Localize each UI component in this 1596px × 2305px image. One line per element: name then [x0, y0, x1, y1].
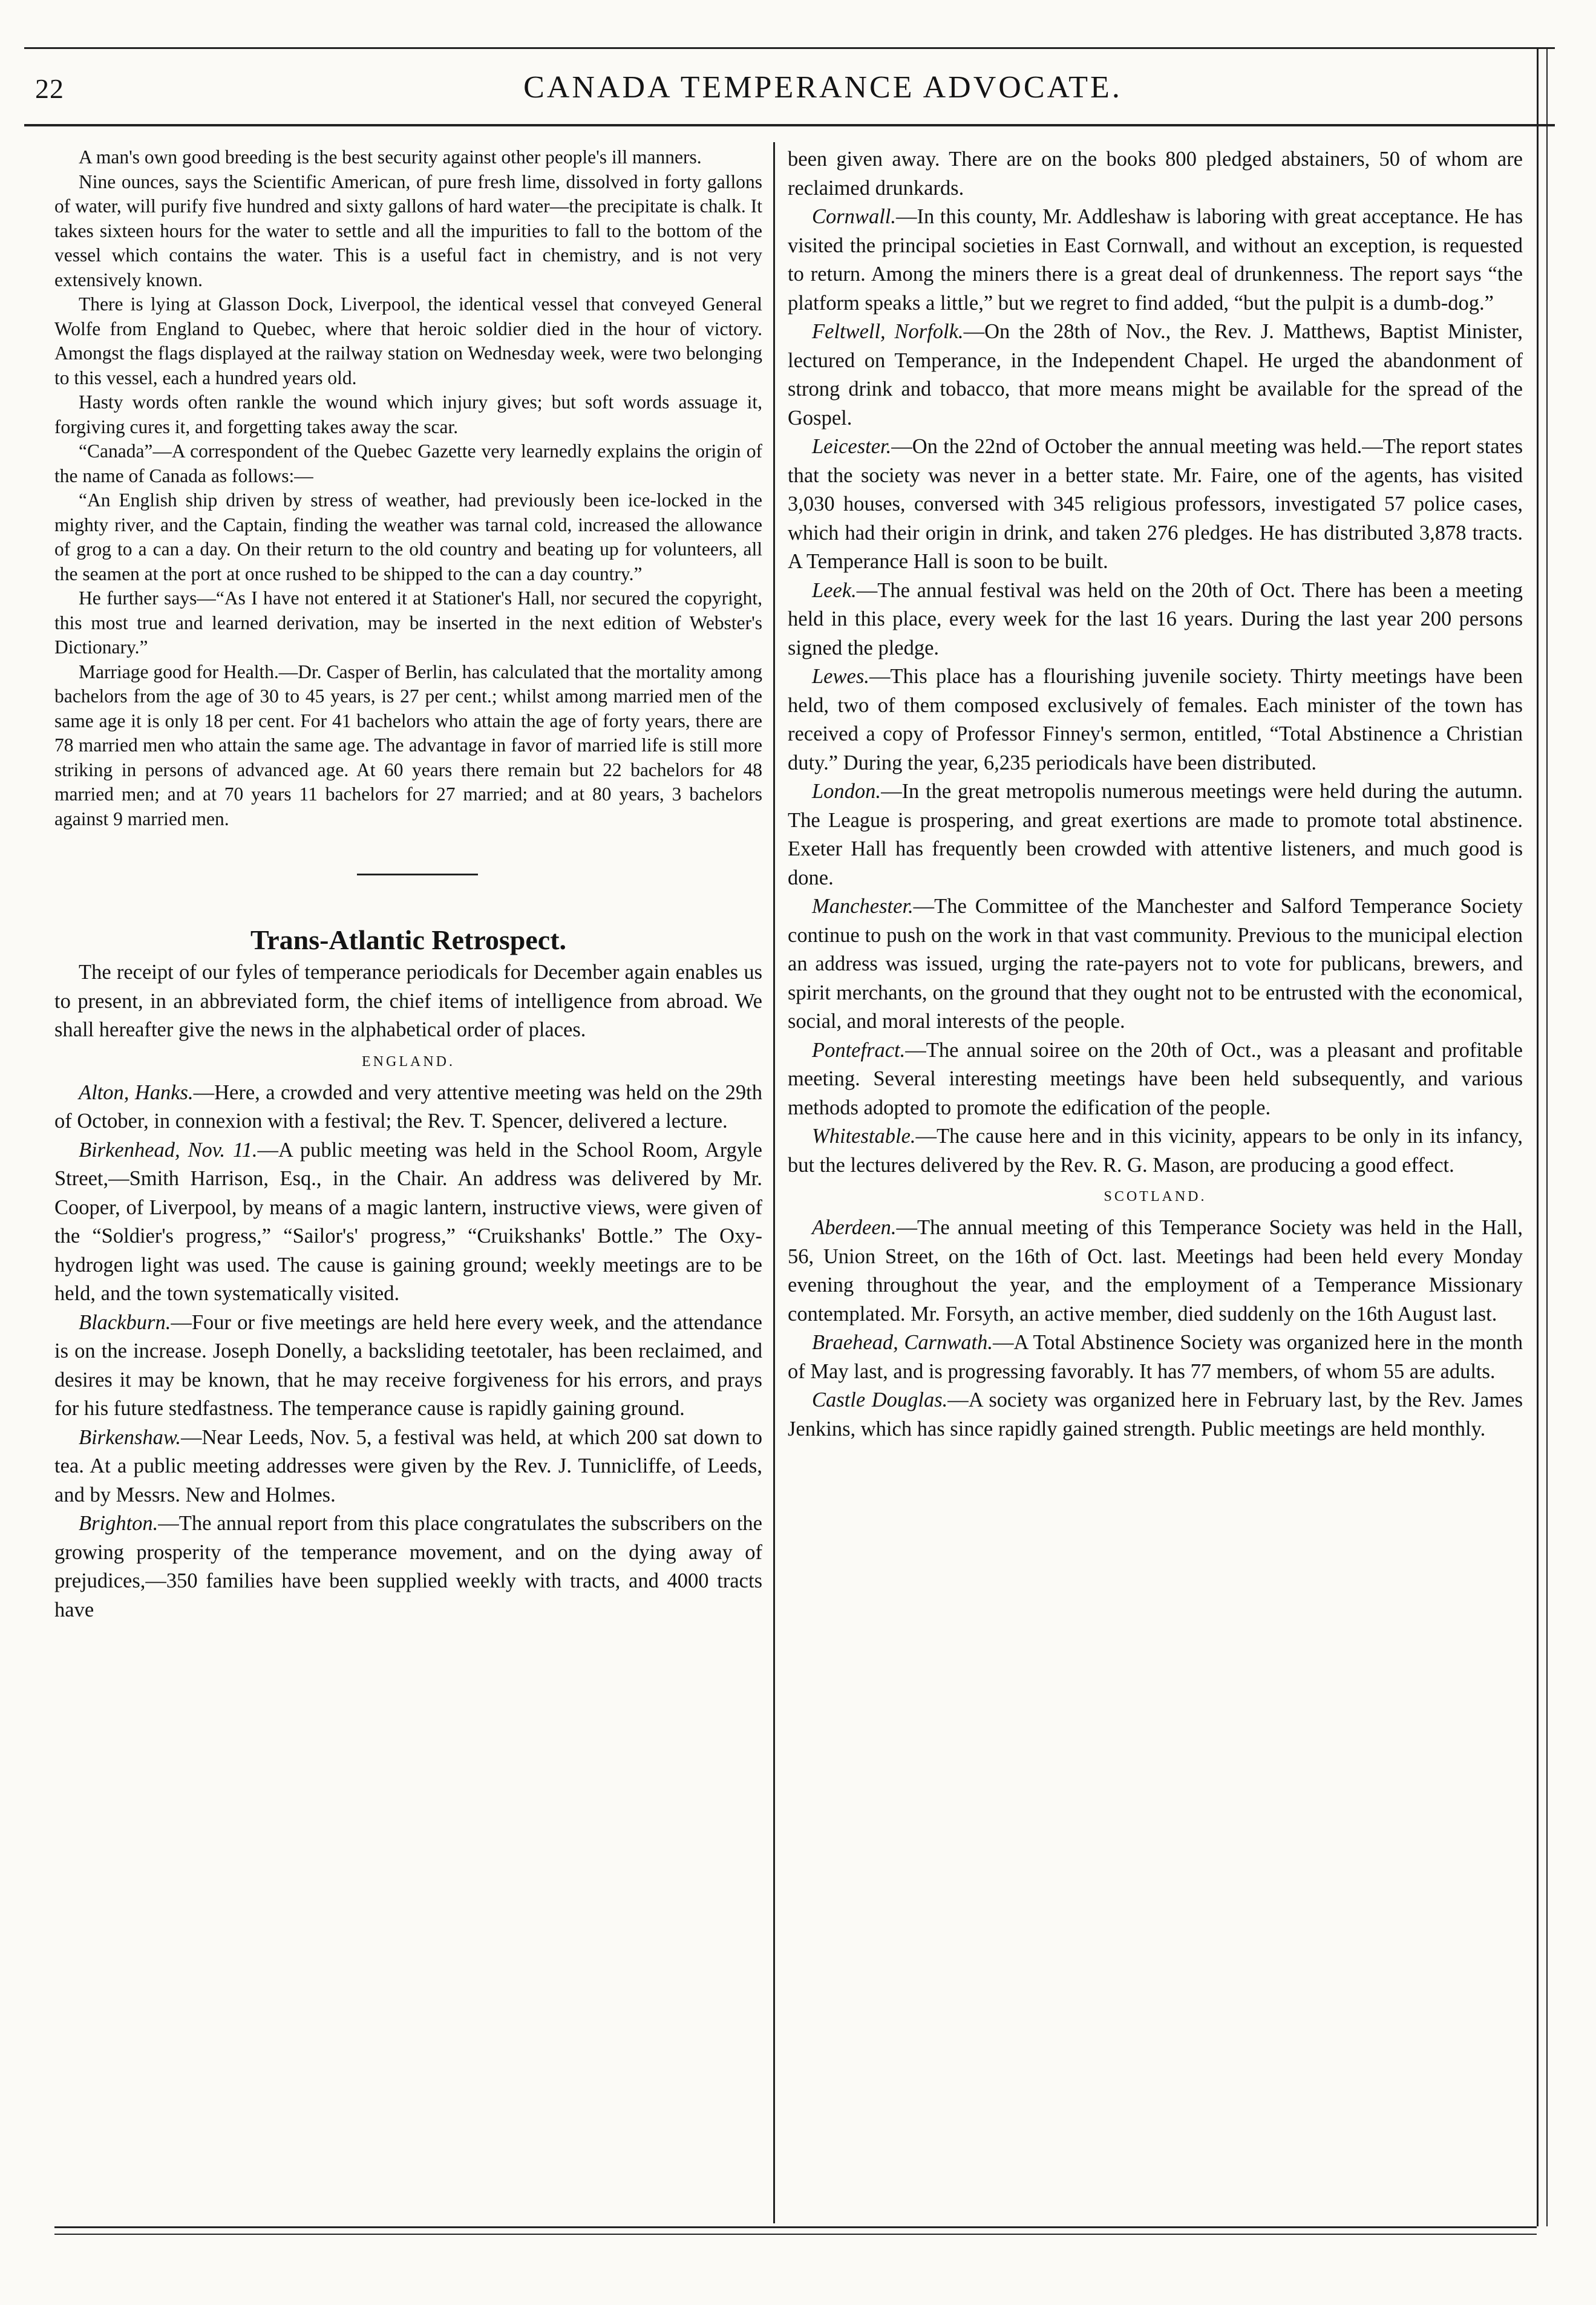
- entry-text: —A society was organized here in February last, by the Rev. James Jenkins, which has since rapidly gained strength. Public meetings are held monthly.: [788, 1388, 1523, 1440]
- region-heading-england: ENGLAND.: [362, 1053, 455, 1070]
- news-entry: [788, 662, 1523, 777]
- place-name: Cornwall.: [812, 205, 896, 228]
- news-entry: [788, 1036, 1523, 1123]
- paragraph: He further says—“As I have not entered it at Stationer's Hall, nor secured the copyright, this most true and learned derivation, may be inserted in the next edition of Webster's Dictionary.”: [54, 587, 762, 658]
- place-name: Feltwell, Norfolk.: [812, 320, 964, 343]
- top-border-rule: [24, 47, 1555, 49]
- entry-text: —On the 28th of Nov., the Rev. J. Matthews, Baptist Minister, lectured on Temperance, in the Independent Chapel. He urged the abandonment of strong drink and tobacco, that more means might be available for the spread of the Gospel.: [788, 320, 1523, 430]
- miscellany-section: [54, 145, 762, 831]
- news-entry: [54, 1509, 762, 1624]
- right-column: [788, 145, 1523, 1443]
- entry-text: —On the 22nd of October the annual meeting was held.—The report states that the society was never in a better state. Mr. Faire, one of the agents, has visited 3,030 houses, conversed with 345 religious professors, investigated 57 police cases, which had their origin in drink, and taken 276 pledges. He has distributed 3,878 tracts. A Temperance Hall is soon to be built.: [788, 435, 1523, 573]
- place-name: Lewes.: [812, 665, 869, 688]
- continuation-paragraph: been given away. There are on the books 800 pledged abstainers, 50 of whom are reclaimed drunkards.: [788, 148, 1523, 200]
- place-name: Pontefract.: [812, 1038, 906, 1062]
- entry-text: —In this county, Mr. Addleshaw is laboring with great acceptance. He has visited the principal societies in East Cornwall, and without an exception, is requested to return. Among the miners there is a great deal of drunkenness. The report says “the platform speaks a little,” but we regret to find added, “but the pulpit is a dumb-dog.”: [788, 205, 1523, 315]
- place-name: Whitestable.: [812, 1125, 916, 1148]
- paragraph: There is lying at Glasson Dock, Liverpool, the identical vessel that conveyed General Wolfe from England to Quebec, where that heroic soldier died in the hour of victory. Amongst the flags displayed at the railway station on Wednesday week, were two belonging to this vessel, each a hundred years old.: [54, 293, 762, 388]
- right-outer-rule: [1546, 48, 1548, 2226]
- paragraph: “Canada”—A correspondent of the Quebec Gazette very learnedly explains the origin of the name of Canada as follows:—: [54, 440, 762, 486]
- left-column: [54, 145, 762, 1624]
- header-rule: [24, 124, 1555, 126]
- entry-text: —The annual festival was held on the 20th of Oct. There has been a meeting held in this place, every week for the last 16 years. During the last year 200 persons signed the pledge.: [788, 578, 1523, 659]
- entry-text: —This place has a flourishing juvenile society. Thirty meetings have been held, two of them composed exclusively of females. Each minister of the town has received a copy of Professor Finney's sermon, entitled, “Total Abstinence a Christian duty.” During the year, 6,235 periodicals have been distributed.: [788, 665, 1523, 774]
- place-name: Castle Douglas.: [812, 1388, 948, 1411]
- entry-text: —The cause here and in this vicinity, appears to be only in its infancy, but the lectures delivered by the Rev. R. G. Mason, are producing a good effect.: [788, 1125, 1523, 1177]
- place-name: Blackburn.: [79, 1310, 171, 1334]
- news-entry: [54, 1136, 762, 1309]
- news-entry: [54, 1424, 762, 1510]
- column-divider: [773, 142, 775, 2223]
- entry-text: —The Committee of the Manchester and Salford Temperance Society continue to push on the work in that vast community. Previous to the municipal election an address was issued, urging the rate-payers not to vote for publicans, brewers, and spirit merchants, on the ground that they ought not to be entrusted with the economical, social, and moral interests of the people.: [788, 895, 1523, 1033]
- entry-text: —The annual meeting of this Temperance Society was held in the Hall, 56, Union Street, on the 16th of Oct. last. Meetings had been held every Monday evening throughout the year, and the employment of a Temperance Missionary contemplated. Mr. Forsyth, an active member, died suddenly on the 16th August last.: [788, 1216, 1523, 1326]
- entry-text: —The annual report from this place congratulates the subscribers on the growing prosperity of the temperance movement, and on the dying away of prejudices,—350 families have been supplied weekly with tracts, and 4000 tracts have: [54, 1512, 762, 1621]
- place-name: Aberdeen.: [812, 1216, 897, 1239]
- news-entry: [788, 318, 1523, 433]
- news-entry: [788, 577, 1523, 663]
- place-name: Braehead, Carnwath.: [812, 1331, 993, 1354]
- place-name: Brighton.: [79, 1512, 159, 1535]
- news-entry: [788, 433, 1523, 577]
- entry-text: —Four or five meetings are held here every week, and the attendance is on the increase. Joseph Donelly, a backsliding teetotaler, has been reclaimed, and desires it may be known, that he may receive forgiveness for his errors, and prays for his future stedfastness. The temperance cause is rapidly gaining ground.: [54, 1310, 762, 1420]
- place-name: Manchester.: [812, 895, 914, 918]
- entry-text: —The annual soiree on the 20th of Oct., was a pleasant and profitable meeting. Several interesting meetings have been held subsequently, and various methods adopted to promote the edification of the people.: [788, 1038, 1523, 1119]
- paragraph: “An English ship driven by stress of weather, had previously been ice-locked in the mighty river, and the Captain, finding the weather was tarnal cold, increased the allowance of grog to a can a day. On their return to the old country and beating up for volunteers, all the seamen at the port at once rushed to be shipped to the can a day country.”: [54, 489, 762, 584]
- paragraph: Hasty words often rankle the wound which injury gives; but soft words assuage it, forgiving cures it, and forgetting takes away the scar.: [54, 391, 762, 437]
- place-name: London.: [812, 780, 881, 803]
- page-number: 22: [35, 73, 64, 104]
- news-entry: [788, 777, 1523, 892]
- paragraph: Marriage good for Health.—Dr. Casper of Berlin, has calculated that the mortality among bachelors from the age of 30 to 45 years, is 27 per cent.; whilst among married men of the same age it is only 18 per cent. For 41 bachelors who attain the age of forty years, there are 78 married men who attain the same age. The advantage in favor of married life is still more striking in persons of advanced age. At 60 years there remain but 22 bachelors for 48 married men; and at 70 years 11 bachelors for 27 married; and at 80 years, 3 bachelors against 9 married men.: [54, 661, 762, 829]
- entry-text: —Here, a crowded and very attentive meeting was held on the 29th of October, in connexion with a festival; the Rev. T. Spencer, delivered a lecture.: [54, 1081, 762, 1133]
- paragraph: A man's own good breeding is the best security against other people's ill manners.: [79, 146, 702, 168]
- news-entry: [788, 1122, 1523, 1180]
- bottom-border-rule-2: [54, 2234, 1537, 2235]
- intro-paragraph: The receipt of our fyles of temperance periodicals for December again enables us to present, in an abbreviated form, the chief items of intelligence from abroad. We shall hereafter give the news in the alphabetical order of places.: [54, 961, 762, 1041]
- news-entry: [788, 1329, 1523, 1386]
- entry-text: —Near Leeds, Nov. 5, a festival was held, at which 200 sat down to tea. At a public meeting addresses were given by the Rev. J. Tunnicliffe, of Leeds, and by Messrs. New and Holmes.: [54, 1425, 762, 1506]
- place-name: Leicester.: [812, 435, 892, 458]
- news-entry: [788, 892, 1523, 1036]
- entry-text: —In the great metropolis numerous meetings were held during the autumn. The League is prospering, and great exertions are made to promote total abstinence. Exeter Hall has frequently been crowded with attentive listeners, and much good is done.: [788, 780, 1523, 889]
- news-entry: [788, 1386, 1523, 1443]
- place-name: Birkenshaw.: [79, 1425, 181, 1449]
- paragraph: Nine ounces, says the Scientific American, of pure fresh lime, dissolved in forty gallons of water, will purify five hundred and sixty gallons of hard water—the precipitate is chalk. It takes sixteen hours for the water to settle and all the impurities to fall to the bottom of the vessel which contains the water. This is a useful fact in chemistry, and is not very extensively known.: [54, 171, 762, 290]
- news-entry: [788, 1214, 1523, 1329]
- region-heading-scotland: SCOTLAND.: [1104, 1189, 1207, 1205]
- entry-text: —A Total Abstinence Society was organized here in the month of May last, and is progressing favorably. It has 77 members, of whom 55 are adults.: [788, 1331, 1523, 1383]
- right-border-rule: [1537, 48, 1539, 2226]
- bottom-border-rule: [54, 2226, 1537, 2228]
- news-entry: [54, 1079, 762, 1136]
- masthead-title: CANADA TEMPERANCE ADVOCATE.: [523, 70, 1122, 105]
- entry-text: —A public meeting was held in the School Room, Argyle Street,—Smith Harrison, Esq., in the Chair. An address was delivered by Mr. Cooper, of Liverpool, by means of a magic lantern, instructive views, were given of the “Soldier's progress,” “Sailor's' progress,” “Cruikshanks' Bottle.” The Oxy-hydrogen light was used. The cause is gaining ground; weekly meetings are to be held, and the town systematically visited.: [54, 1138, 762, 1305]
- section-title: Trans-Atlantic Retrospect.: [250, 924, 567, 955]
- news-entry: [788, 203, 1523, 318]
- news-entry: [54, 1309, 762, 1424]
- place-name: Birkenhead, Nov. 11.: [79, 1138, 258, 1162]
- place-name: Leek.: [812, 578, 857, 602]
- section-separator: [54, 831, 762, 922]
- place-name: Alton, Hanks.: [79, 1081, 194, 1104]
